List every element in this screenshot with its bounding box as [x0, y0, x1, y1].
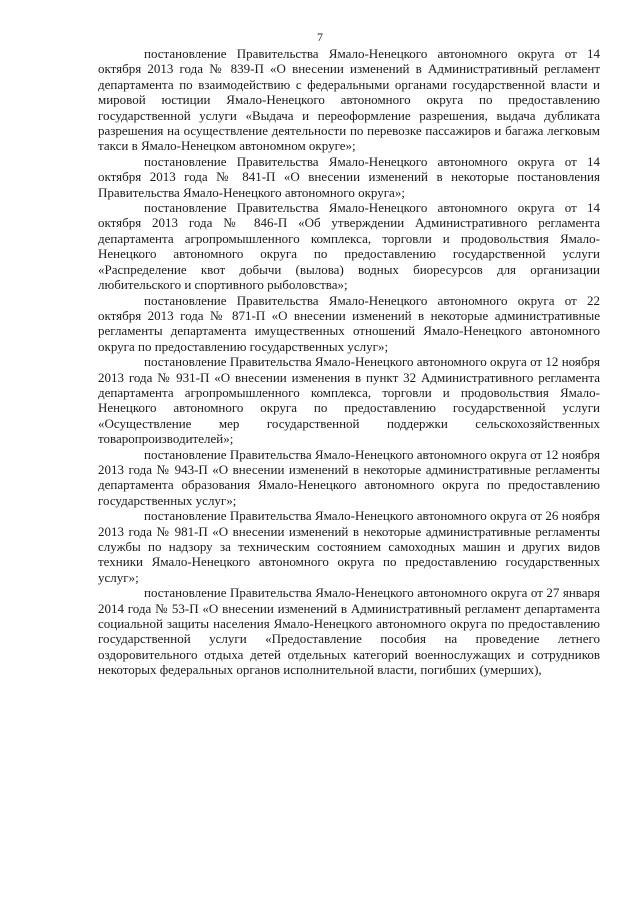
- document-body: [98, 46, 600, 678]
- resolution-item-943: постановление Правительства Ямало-Ненецкого автономного округа от 12 ноября 2013 года № 943-П «О внесении изменений в некоторые административные регламенты департамента образования Ямало-Ненецкого автономного округа по предоставлению государственных услуг»;: [98, 446, 600, 508]
- resolution-item-841: постановление Правительства Ямало-Ненецкого автономного округа от 14 октября 2013 года № 841-П «О внесении изменений в некоторые постановления Правительства Ямало-Ненецкого автономного округа»;: [98, 153, 600, 200]
- resolution-item-931: постановление Правительства Ямало-Ненецкого автономного округа от 12 ноября 2013 года № 931-П «О внесении изменения в пункт 32 Административного регламента департамента агропромышленного комплекса, торговли и продовольствия Ямало-Ненецкого автономного округа по предоставлению государственной услуги «Осуществление мер государственной поддержки сельскохозяйственных товаропроизводителей»;: [98, 354, 600, 447]
- resolution-item-981: постановление Правительства Ямало-Ненецкого автономного округа от 26 ноября 2013 года № 981-П «О внесении изменений в некоторые административные регламенты службы по надзору за техническим состоянием самоходных машин и других видов техники Ямало-Ненецкого автономного округа по предоставлению государственных услуг»;: [98, 508, 600, 585]
- resolution-item-846: постановление Правительства Ямало-Ненецкого автономного округа от 14 октября 2013 года № 846-П «Об утверждении Административного регламента департамента агропромышленного комплекса, торговли и продовольствия Ямало-Ненецкого автономного округа по предоставлению государственной услуги «Распределение квот добычи (вылова) водных биоресурсов для организации любительского и спортивного рыболовства»;: [98, 200, 600, 293]
- resolution-item-839: постановление Правительства Ямало-Ненецкого автономного округа от 14 октября 2013 года № 839-П «О внесении изменений в Административный регламент департамента по взаимодействию с федеральными органами государственной власти и мировой юстиции Ямало-Ненецкого автономного округа по предоставлению государственной услуги «Выдача и переоформление разрешения, выдача дубликата разрешения на осуществление деятельности по перевозке пассажиров и багажа легковым такси в Ямало-Ненецком автономном округе»;: [98, 46, 600, 154]
- resolution-item-53: постановление Правительства Ямало-Ненецкого автономного округа от 27 января 2014 года № 53-П «О внесении изменений в Административный регламент департамента социальной защиты населения Ямало-Ненецкого автономного округа по предоставлению государственной услуги «Предоставление пособия на проведение летнего оздоровительного отдыха детей отдельных категорий военнослужащих и сотрудников некоторых федеральных органов исполнительной власти, погибших (умерших),: [98, 585, 600, 678]
- resolution-item-871: постановление Правительства Ямало-Ненецкого автономного округа от 22 октября 2013 года № 871-П «О внесении изменений в некоторые административные регламенты департамента имущественных отношений Ямало-Ненецкого автономного округа по предоставлению государственных услуг»;: [98, 292, 600, 354]
- page-number: 7: [317, 30, 323, 44]
